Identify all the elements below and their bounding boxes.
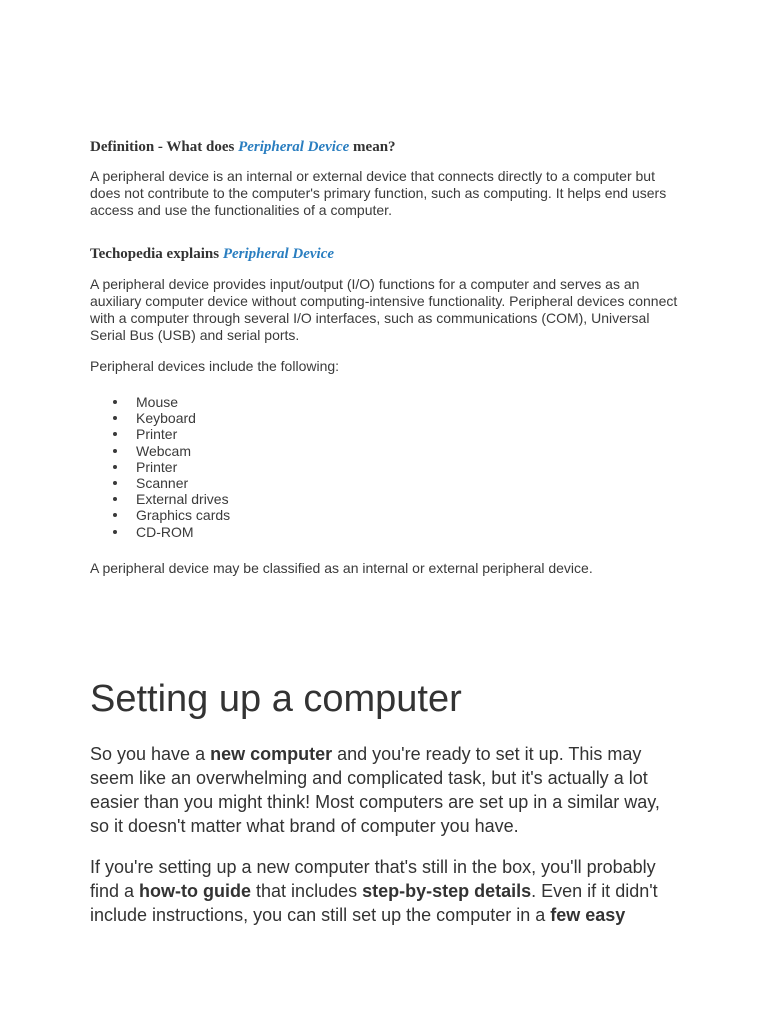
- list-item-label: Printer: [136, 458, 178, 475]
- list-item: [90, 459, 230, 475]
- setup-paragraph-2: [90, 855, 682, 927]
- list-item: [90, 507, 230, 523]
- bullet-icon: [113, 530, 117, 534]
- definition-heading: [90, 138, 396, 156]
- bullet-icon: [113, 513, 117, 517]
- device-list: [90, 394, 230, 540]
- list-item: [90, 475, 230, 491]
- bullet-icon: [113, 465, 117, 469]
- paragraph-text: So you have a: [90, 744, 211, 764]
- list-item: [90, 426, 230, 442]
- list-item-label: Keyboard: [136, 410, 196, 427]
- setup-paragraph-1: [90, 742, 682, 838]
- list-item-label: Scanner: [136, 475, 189, 492]
- bullet-icon: [113, 432, 117, 436]
- bullet-icon: [113, 400, 117, 404]
- bold-term: new computer: [210, 744, 333, 764]
- list-item-label: CD-ROM: [136, 523, 194, 540]
- explains-heading: [90, 245, 334, 263]
- explains-body: A peripheral device provides input/output (I/O) functions for a computer and serves as an auxiliary computer device without computing-intensive functionality. Peripheral devices connect with a computer through several I/O interfaces, such as communications (COM), Universal Serial Bus (USB) and serial ports.: [90, 276, 678, 343]
- list-item: [90, 491, 230, 507]
- definition-heading-prefix: Definition - What does: [90, 139, 239, 155]
- list-intro: Peripheral devices include the following:: [90, 358, 340, 374]
- bold-term: few easy: [550, 905, 626, 925]
- paragraph-text: If you're setting up a new computer that's still in the box, you'll probably find a: [90, 857, 656, 901]
- list-item-label: Webcam: [136, 442, 191, 459]
- paragraph-text: and you're ready to set it up. This may seem like an overwhelming and complicated task, but it's actually a lot easier than you might think! Most computers are set up in a similar way, so it doesn't matter what brand of computer you have.: [90, 744, 660, 836]
- paragraph-text: . Even if it didn't include instructions, you can still set up the computer in a: [90, 881, 658, 925]
- setup-title: Setting up a computer: [90, 678, 462, 720]
- list-item: [90, 443, 230, 459]
- definition-term-link[interactable]: Peripheral Device: [238, 139, 350, 155]
- list-item-label: Printer: [136, 426, 178, 443]
- explains-term-link[interactable]: Peripheral Device: [222, 246, 335, 262]
- classification-text: A peripheral device may be classified as an internal or external peripheral device.: [90, 560, 593, 576]
- list-item-label: Graphics cards: [136, 507, 231, 524]
- list-item: [90, 410, 230, 426]
- list-item-label: External drives: [136, 491, 229, 508]
- list-item-label: Mouse: [136, 394, 179, 410]
- bold-term: how-to guide: [139, 881, 252, 901]
- explains-heading-prefix: Techopedia explains: [90, 246, 223, 262]
- definition-body: A peripheral device is an internal or external device that connects directly to a computer but does not contribute to the computer's primary function, such as computing. It helps end users access and use the functionalities of a computer.: [90, 168, 667, 218]
- bullet-icon: [113, 481, 117, 485]
- definition-heading-suffix: mean?: [349, 139, 396, 155]
- list-item: [90, 524, 230, 540]
- bullet-icon: [113, 497, 117, 501]
- bold-term: step-by-step details: [362, 881, 532, 901]
- list-item: [90, 394, 230, 410]
- bullet-icon: [113, 416, 117, 420]
- bullet-icon: [113, 449, 117, 453]
- paragraph-text: that includes: [251, 881, 363, 901]
